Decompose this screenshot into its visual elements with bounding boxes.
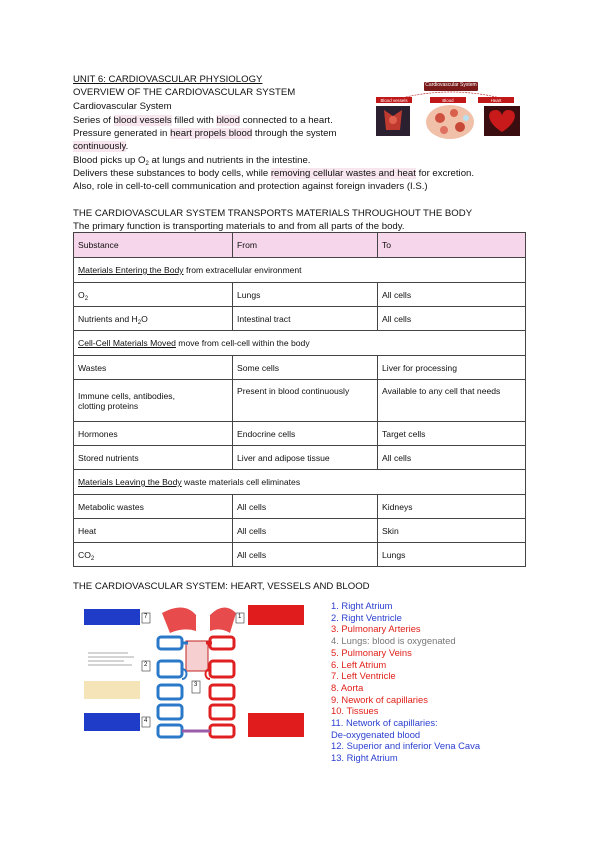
section-desc: from extracellular environment xyxy=(183,265,302,275)
table-row: $O_2$ Lungs All cells xyxy=(74,283,526,307)
intro-line-2: Pressure generated in heart propels blood through the system xyxy=(73,128,337,139)
legend-item: 1. Right Atrium xyxy=(331,600,393,611)
header-substance: Substance xyxy=(74,233,233,258)
figure-label-blood: Blood xyxy=(442,98,454,103)
legend-item: 7. Left Ventricle xyxy=(331,670,396,682)
section-title: Materials Leaving the Body xyxy=(78,477,182,487)
legend-item: 3. Pulmonary Arteries xyxy=(331,623,421,635)
diagram-number-2: 2 xyxy=(144,662,148,668)
header-to: To xyxy=(378,233,526,258)
legend-item: 11. Network of capillaries: xyxy=(331,717,438,729)
diagram-number-1: 1 xyxy=(238,614,242,620)
section-desc: waste materials cell eliminates xyxy=(181,477,301,487)
heart-section-heading: THE CARDIOVASCULAR SYSTEM: HEART, VESSELS AND BLOOD xyxy=(73,581,370,592)
legend-item: 9. Nework of capillaries xyxy=(331,693,428,705)
figure-title: Cardiovascular System xyxy=(425,82,477,88)
transport-heading: THE CARDIOVASCULAR SYSTEM TRANSPORTS MATERIALS THROUGHOUT THE BODY xyxy=(73,208,473,219)
overview-title: OVERVIEW OF THE CARDIOVASCULAR SYSTEM xyxy=(73,87,296,98)
heart-legend xyxy=(331,600,480,764)
table-row: Heat All cells Skin xyxy=(74,519,526,543)
section-row xyxy=(74,470,526,495)
diagram-number-7: 7 xyxy=(144,614,148,620)
diagram-number-3: 3 xyxy=(194,682,198,688)
section-title: Cell-Cell Materials Moved xyxy=(78,338,176,348)
section-row xyxy=(74,258,526,283)
transport-subheading: The primary function is transporting materials to and from all parts of the body. xyxy=(73,221,405,232)
intro-line-5: Delivers these substances to body cells, while removing cellular wastes and heat for excretion. xyxy=(73,168,475,179)
intro-line-6: Also, role in cell-to-cell communication and protection against foreign invaders (I.S.) xyxy=(73,181,428,192)
section-row xyxy=(74,331,526,356)
intro-line-3: continuously. xyxy=(73,141,129,152)
transport-table xyxy=(73,232,526,567)
table-header-row xyxy=(74,233,526,258)
figure-label-heart: Heart xyxy=(490,98,502,103)
legend-item: 5. Pulmonary Veins xyxy=(331,646,412,658)
legend-item: De-oxygenated blood xyxy=(331,728,421,740)
header-from: From xyxy=(233,233,378,258)
legend-item: 13. Right Atrium xyxy=(331,752,398,764)
legend-item: 8. Aorta xyxy=(331,681,364,693)
table-row: $CO_2$ All cells Lungs xyxy=(74,543,526,567)
table-row: Wastes Some cells Liver for processing xyxy=(74,356,526,380)
legend-item: 6. Left Atrium xyxy=(331,658,387,670)
intro-line-1: Series of blood vessels filled with blood connected to a heart. xyxy=(73,115,333,126)
unit-title: UNIT 6: CARDIOVASCULAR PHYSIOLOGY xyxy=(73,74,263,85)
section-desc: move from cell-cell within the body xyxy=(175,338,310,348)
section-title: Materials Entering the Body xyxy=(78,265,184,275)
legend-item: 10. Tissues xyxy=(331,705,379,717)
table-row: Nutrients and $H_2O$ Intestinal tract All cells xyxy=(74,307,526,331)
diagram-number-4: 4 xyxy=(144,718,148,724)
subtitle: Cardiovascular System xyxy=(73,101,172,112)
circulation-diagram xyxy=(84,601,312,741)
legend-item: 2. Right Ventricle xyxy=(331,611,402,623)
figure-label-vessels: Blood vessels xyxy=(380,98,408,103)
intro-line-4: Blood picks up $O_2$ at lungs and nutrients in the intestine. xyxy=(73,155,311,167)
legend-item: 4. Lungs: blood is oxygenated xyxy=(331,635,456,647)
table-row: Stored nutrients Liver and adipose tissue All cells xyxy=(74,446,526,470)
table-row: Immune cells, antibodies, clotting proteins Present in blood continuously Available to any cell that needs xyxy=(74,380,526,422)
table-row: Hormones Endocrine cells Target cells xyxy=(74,422,526,446)
legend-item: 12. Superior and inferior Vena Cava xyxy=(331,740,481,752)
table-row: Metabolic wastes All cells Kidneys xyxy=(74,495,526,519)
cardiovascular-system-figure xyxy=(374,80,526,142)
